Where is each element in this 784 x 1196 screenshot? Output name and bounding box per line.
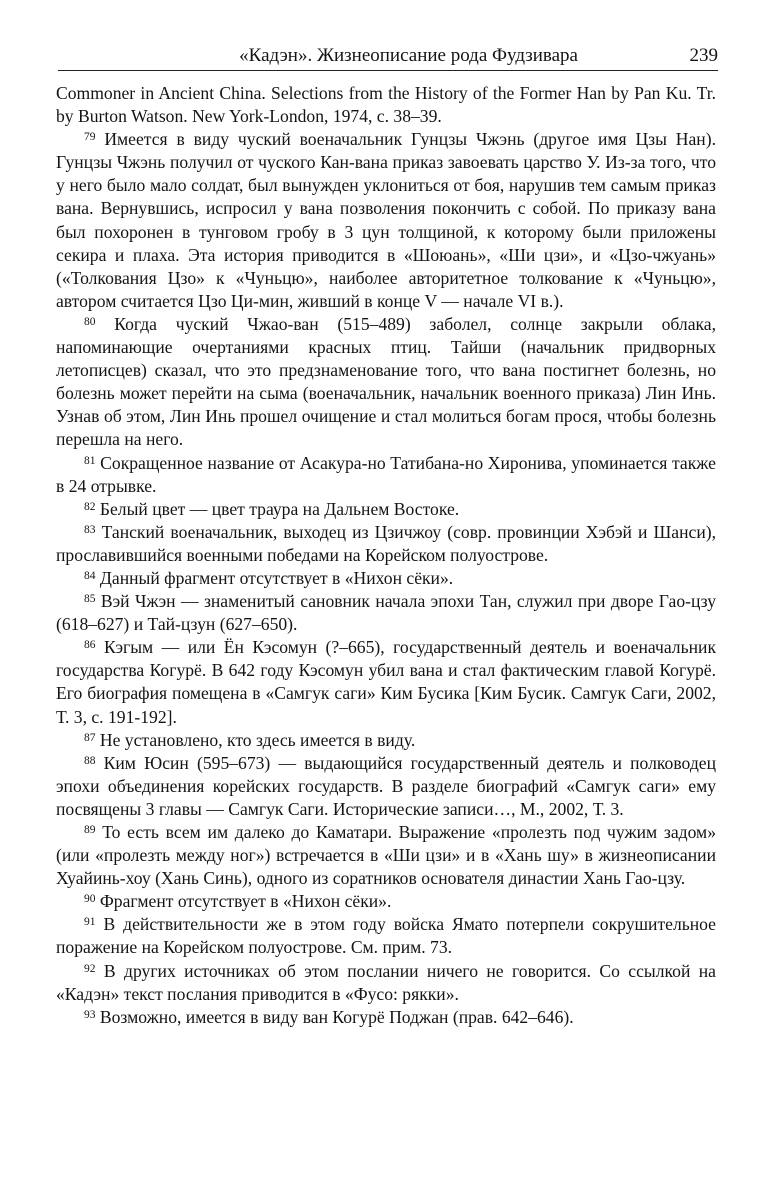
footnote [56,821,716,890]
running-header [58,44,718,68]
footnote-text: Вэй Чжэн — знаменитый сановник начала эпохи Тан, служил при дворе Гао-цзу (618–627) и Тай-цзун (627–650). [56,591,716,635]
footnote-number: 91 [84,916,96,929]
header-rule [58,70,718,71]
footnote-text: Возможно, имеется в виду ван Когурё Поджан (прав. 642–646). [95,1006,574,1027]
footnote-number: 92 [84,962,96,975]
footnote-text: Сокращенное название от Асакура-но Татибана-но Хиронива, упоминается также в 24 отрывке. [56,452,716,496]
footnote-number: 82 [84,500,96,513]
footnote-number: 83 [84,523,96,536]
footnote-text: То есть всем им далеко до Каматари. Выражение «пролезть под чужим задом» (или «пролезть между ног») встречается в «Ши цзи» и в «Хань шу» в жизнеописании Хуайинь-хоу (Хань Синь), одного из соратников основателя династии Хань Гао-цзу. [56,822,716,889]
footnote [56,960,716,1006]
page-number: 239 [689,45,718,66]
continuation-paragraph: Commoner in Ancient China. Selections from the History of the Former Han by Pan Ku. Tr. by Burton Watson. New York-London, 1974, с. 38–39. [56,83,716,127]
footnote-text: Кэгым — или Ён Кэсомун (?–665), государственный деятель и военачальник государства Когурё. В 642 году Кэсомун убил вана и стал фактическим главой Когурё. Его биография помещена в «Самгук саги» Ким Бусика [Ким Бусик. Самгук Саги, 2002, Т. 3, с. 191-192]. [56,637,716,727]
footnote-number: 81 [84,454,96,467]
footnote [56,567,716,590]
footnote-text: Фрагмент отсутствует в «Нихон сёки». [95,891,392,912]
footnote-text: В действительности же в этом году войска Ямато потерпели сокрушительное поражение на Корейском полуострове. См. прим. 73. [56,914,716,958]
footnote-number: 93 [84,1008,96,1021]
footnote-number: 88 [84,754,96,767]
footnote-number: 86 [84,639,96,652]
footnote-text: В других источниках об этом послании ничего не говорится. Со ссылкой на «Кадэн» текст послания приводится в «Фусо: рякки». [56,960,716,1004]
footnote-number: 87 [84,731,96,744]
footnote-number: 79 [84,131,96,144]
footnote [56,752,716,821]
footnote-text: Ким Юсин (595–673) — выдающийся государственный деятель и полководец эпохи объединения корейских государств. В разделе биографий «Самгук саги» ему посвящены 3 главы — Самгук Саги. Исторические записи…, М., 2002, Т. 3. [56,752,716,819]
footnote [56,890,716,913]
footnote-number: 90 [84,893,96,906]
footnote [56,729,716,752]
footnote [56,498,716,521]
footnote-text: Когда чуский Чжао-ван (515–489) заболел, солнце закрыли облака, напоминающие очертаниями красных птиц. Тайши (начальник придворных летописцев) сказал, что это предзнаменование того, что вана постигнет болезнь, но болезнь может перейти на сыма (военачальник, начальник военного приказа) Лин Инь. Узнав об этом, Лин Инь прошел очищение и стал молиться богам прося, чтобы болезнь перешла на него. [56,313,716,450]
footnote [56,636,716,728]
footnote-text: Танский военачальник, выходец из Цзичжоу (совр. провинции Хэбэй и Шанси), прославившийся военными победами на Корейском полуострове. [56,521,716,565]
footnote [56,452,716,498]
footnote [56,913,716,959]
footnote-number: 80 [84,315,96,328]
footnote [56,590,716,636]
footnote [56,521,716,567]
footnote-number: 89 [84,824,96,836]
running-title: «Кадэн». Жизнеописание рода Фудзивара [239,45,578,66]
footnote [56,313,716,452]
footnotes-block [56,82,716,1029]
footnote [56,128,716,313]
footnote-number: 85 [84,593,96,606]
footnote-number: 84 [84,569,96,582]
footnote [56,1006,716,1029]
footnote-text: Белый цвет — цвет траура на Дальнем Востоке. [95,498,460,519]
footnote-text: Данный фрагмент отсутствует в «Нихон сёки». [95,567,454,588]
footnote-text: Имеется в виду чуский военачальник Гунцзы Чжэнь (другое имя Цзы Нан). Гунцзы Чжэнь получил от чуского Кан-вана приказ завоевать царство У. Из-за того, что у него было мало солдат, был вынужден уклониться от боя, нарушив тем самым приказ вана. Вернувшись, испросил у вана позволения покончить с собой. По приказу вана был похоронен в тунговом гробу в 3 цун толщиной, к которому были приложены секира и плаха. Эта история приводится в «Шоюань», «Ши цзи», и «Цзо-чжуань» («Толкования Цзо» к «Чуньцю», наиболее авторитетное толкование к «Чуньцю», автором считается Цзо Ци-мин, живший в конце V — начале VI в.). [56,129,716,311]
footnote-text: Не установлено, кто здесь имеется в виду. [95,729,416,750]
